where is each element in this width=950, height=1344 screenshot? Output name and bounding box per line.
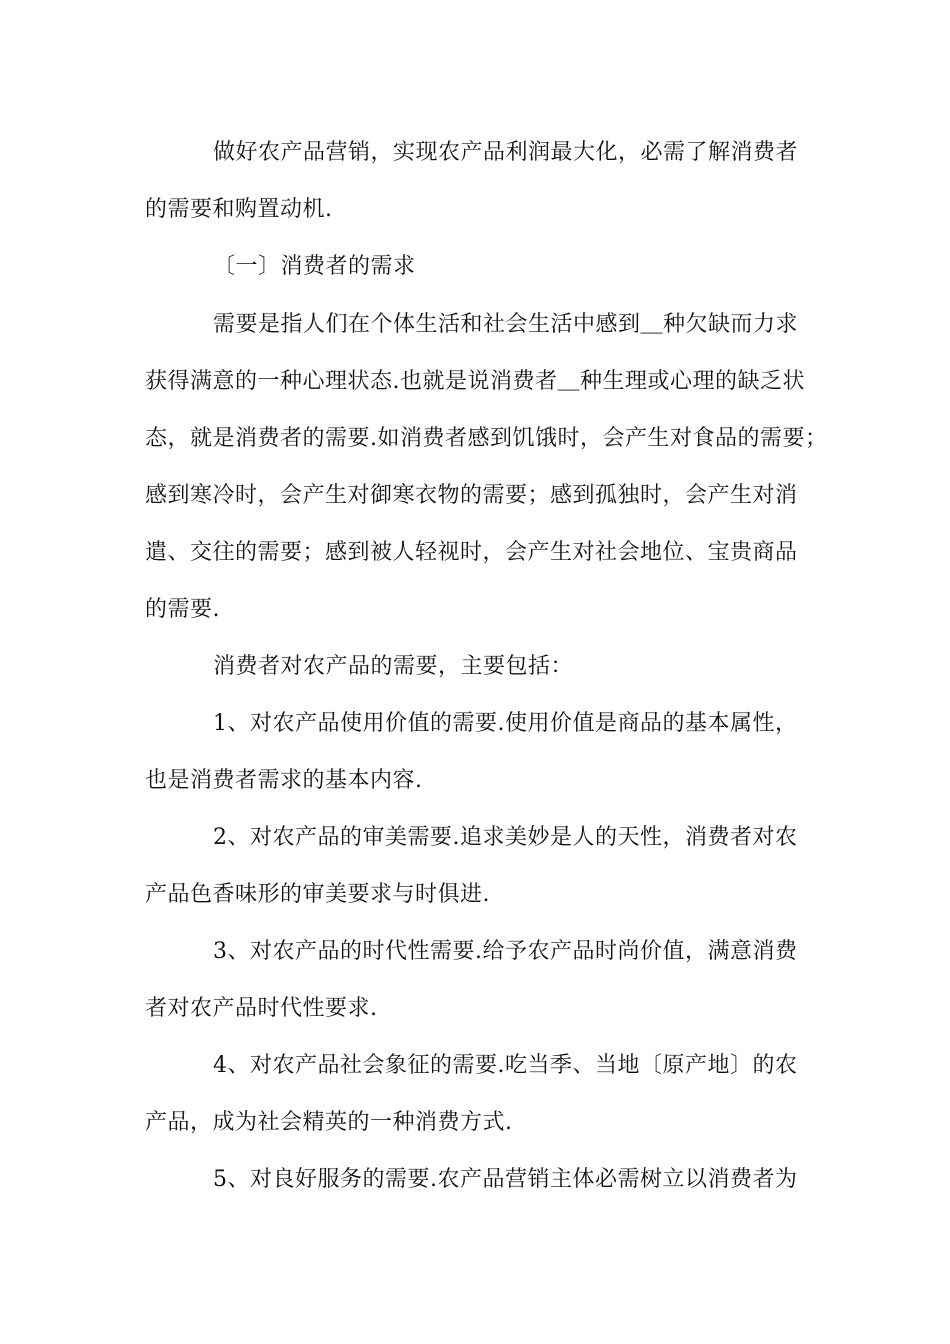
list-item-5-line-1: 5、对良好服务的需要.农产品营销主体必需树立以消费者为: [213, 1167, 798, 1192]
list-item-1-line-2: 也是消费者需求的基本内容.: [145, 768, 423, 793]
paragraph-definition-line-5: 遣、交往的需要；感到被人轻视时，会产生对社会地位、宝贵商品: [145, 540, 798, 565]
list-item-4-line-1: 4、对农产品社会象征的需要.吃当季、当地〔原产地〕的农: [213, 1053, 798, 1078]
list-item-1-line-1: 1、对农产品使用价值的需要.使用价值是商品的基本属性，: [213, 711, 798, 736]
list-item-3-line-2: 者对农产品时代性要求.: [145, 996, 378, 1021]
paragraph-intro-line-2: 的需要和购置动机.: [145, 197, 333, 222]
list-item-2-line-2: 产品色香味形的审美要求与时俱进.: [145, 882, 490, 907]
paragraph-definition-line-2: 获得满意的一种心理状态.也就是说消费者＿种生理或心理的缺乏状: [145, 369, 805, 394]
list-item-2-line-1: 2、对农产品的审美需要.追求美妙是人的天性，消费者对农: [213, 825, 798, 850]
paragraph-definition-line-6: 的需要.: [145, 597, 220, 622]
paragraph-intro-line-1: 做好农产品营销，实现农产品利润最大化，必需了解消费者: [213, 140, 799, 165]
section-heading: 〔一〕消费者的需求: [213, 254, 416, 279]
list-item-4-line-2: 产品，成为社会精英的一种消费方式.: [145, 1110, 513, 1135]
paragraph-definition-line-4: 感到寒冷时，会产生对御寒衣物的需要；感到孤独时，会产生对消: [145, 483, 798, 508]
list-item-3-line-1: 3、对农产品的时代性需要.给予农产品时尚价值，满意消费: [213, 939, 798, 964]
paragraph-list-intro: 消费者对农产品的需要，主要包括：: [213, 654, 574, 679]
paragraph-definition-line-1: 需要是指人们在个体生活和社会生活中感到＿种欠缺而力求: [213, 312, 799, 337]
paragraph-definition-line-3: 态，就是消费者的需要.如消费者感到饥饿时，会产生对食品的需要；: [145, 426, 828, 451]
